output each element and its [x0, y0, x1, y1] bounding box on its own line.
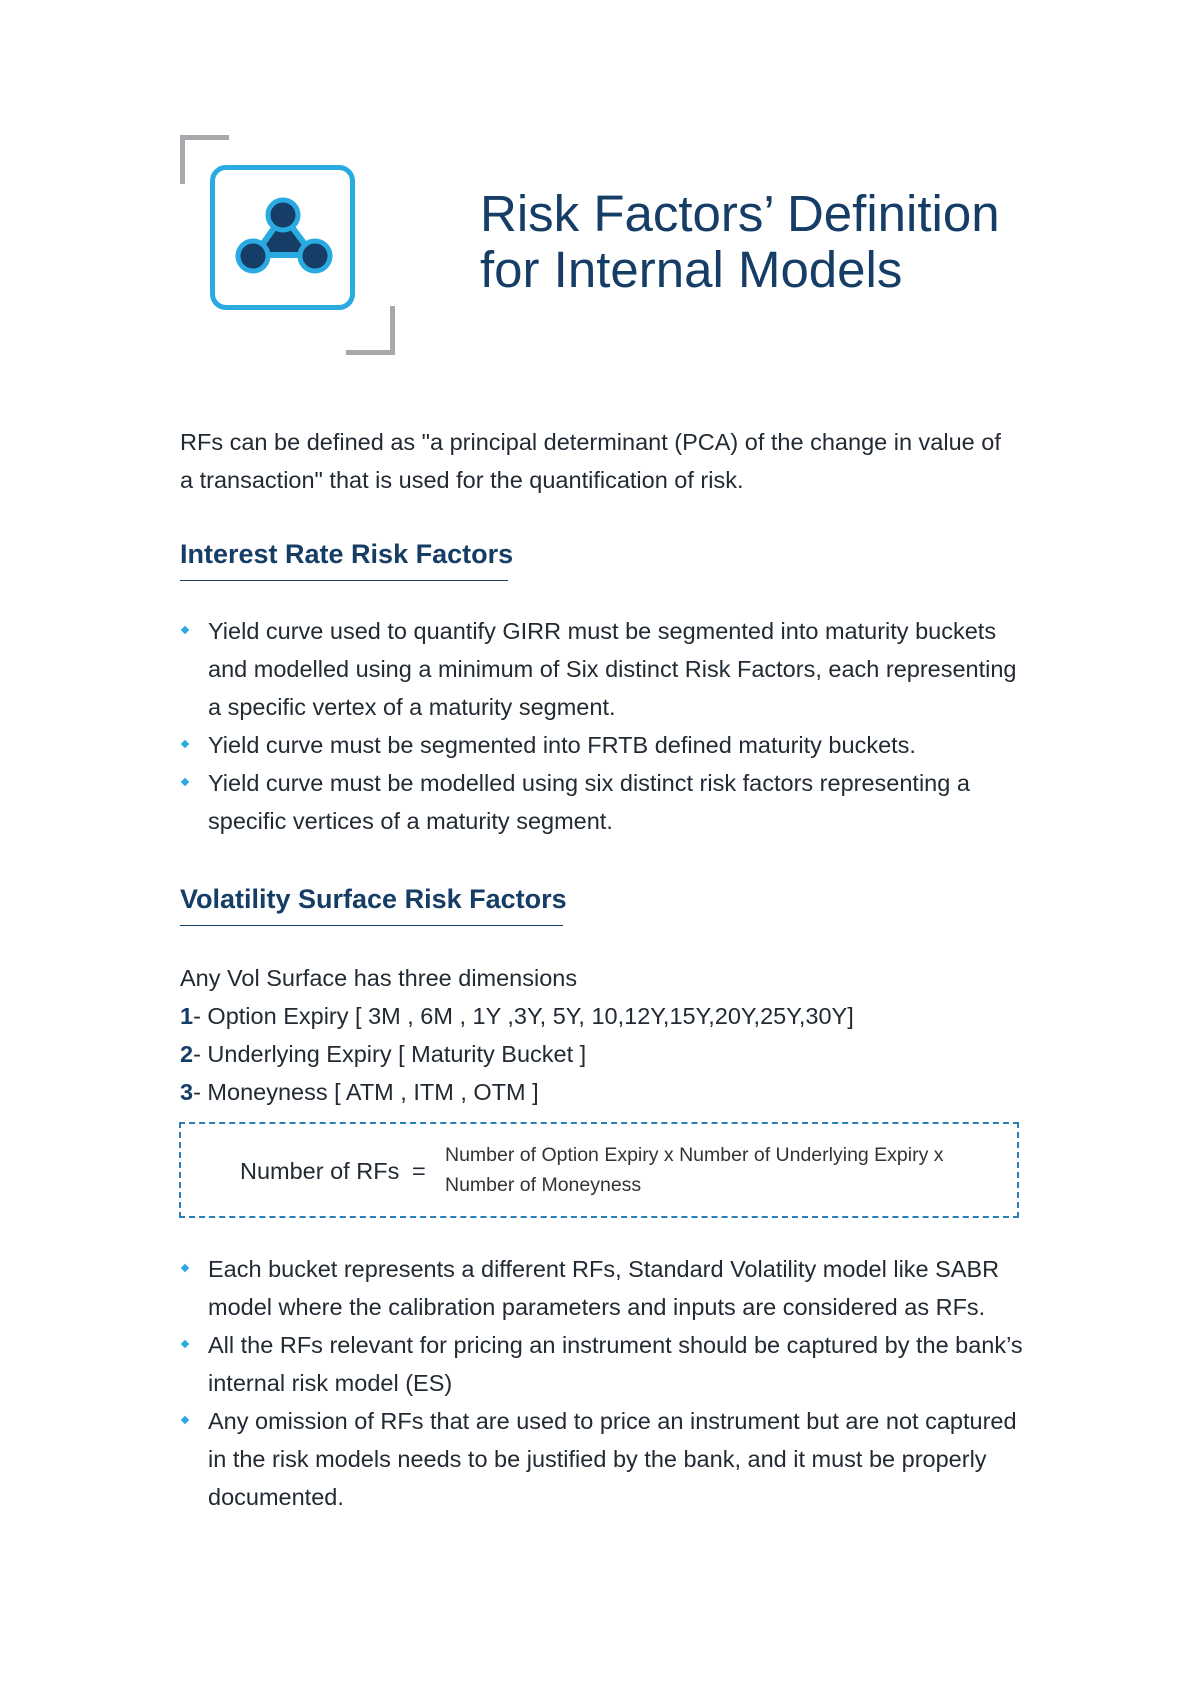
volatility-bullet-list [180, 1250, 1025, 1516]
list-item: Yield curve must be modelled using six distinct risk factors representing a specific vertices of a maturity segment. [180, 764, 1025, 840]
interest-rate-bullet-list [180, 612, 1025, 840]
list-item: Any omission of RFs that are used to price an instrument but are not captured in the risk models needs to be justified by the bank, and it must be properly documented. [180, 1402, 1025, 1516]
dimension-number: 3 [180, 1079, 194, 1105]
dimensions-block [180, 959, 1025, 1111]
section-heading-interest-rate: Interest Rate Risk Factors [180, 539, 514, 569]
formula-line-1: Number of Option Expiry x Number of Underlying Expiry x [445, 1144, 944, 1166]
dimension-item [180, 1073, 1025, 1111]
dimensions-intro: Any Vol Surface has three dimensions [180, 965, 578, 991]
dimension-text: - Underlying Expiry [ Maturity Bucket ] [193, 1041, 587, 1067]
list-item: Yield curve used to quantify GIRR must be segmented into maturity buckets and modelled using a minimum of Six distinct Risk Factors, each representing a specific vertex of a maturity segment. [180, 612, 1025, 726]
page-title [480, 186, 1000, 298]
intro-paragraph: RFs can be defined as "a principal determinant (PCA) of the change in value of a transaction" that is used for the quantification of risk. [180, 429, 1001, 493]
dimension-text: - Option Expiry [ 3M , 6M , 1Y ,3Y, 5Y, 10,12Y,15Y,20Y,25Y,30Y] [193, 1003, 854, 1029]
page-title-line-1: Risk Factors’ Definition [480, 185, 1000, 242]
formula-line-2: Number of Moneyness [445, 1174, 642, 1196]
dimension-item [180, 1035, 1025, 1073]
formula-label: Number of RFs [240, 1158, 400, 1184]
page-title-line-2: for Internal Models [480, 241, 903, 298]
dimension-number: 2 [180, 1041, 194, 1067]
network-nodes-icon [210, 165, 355, 310]
list-item: Yield curve must be segmented into FRTB defined maturity buckets. [180, 726, 1025, 764]
list-item: All the RFs relevant for pricing an instrument should be captured by the bank’s internal risk model (ES) [180, 1326, 1025, 1402]
dimension-number: 1 [180, 1003, 194, 1029]
corner-bracket-bottom-right [346, 306, 395, 355]
section-heading-volatility-surface: Volatility Surface Risk Factors [180, 884, 567, 914]
formula-expression [445, 1140, 985, 1200]
formula-equals-sign: = [412, 1158, 426, 1184]
list-item: Each bucket represents a different RFs, Standard Volatility model like SABR model where the calibration parameters and inputs are considered as RFs. [180, 1250, 1025, 1326]
section-heading-underline [180, 580, 508, 581]
network-nodes-icon-graphic [215, 170, 350, 305]
section-heading-underline [180, 925, 563, 926]
dimension-text: - Moneyness [ ATM , ITM , OTM ] [193, 1079, 539, 1105]
dimension-item [180, 997, 1025, 1035]
